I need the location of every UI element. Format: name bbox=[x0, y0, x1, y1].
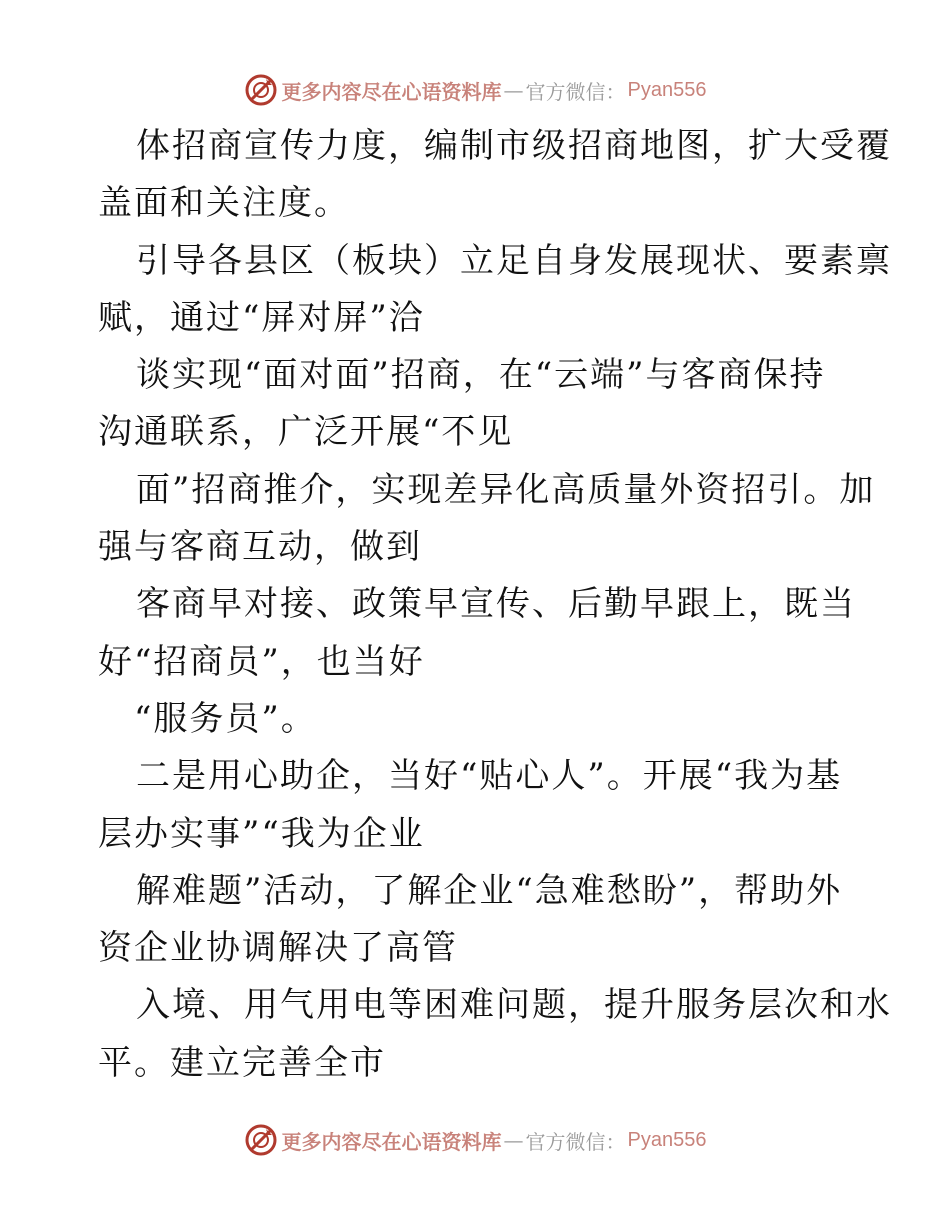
body-line: 解难题”活动，了解企业“急难愁盼”，帮助外 bbox=[136, 870, 843, 911]
body-line: 二是用心助企，当好“贴心人”。开展“我为基 bbox=[136, 756, 843, 797]
body-line: 强与客商互动，做到 bbox=[98, 527, 422, 568]
body-line: 谈实现“面对面”招商，在“云端”与客商保持 bbox=[136, 355, 826, 396]
document-body bbox=[98, 118, 892, 1092]
footer-banner bbox=[0, 1120, 950, 1160]
body-line: 盖面和关注度。 bbox=[98, 183, 350, 224]
brand-logo-icon bbox=[244, 1123, 278, 1157]
footer-banner-id: Pyan556 bbox=[627, 1128, 707, 1151]
footer-banner-main: 更多内容尽在心语资料库 bbox=[281, 1129, 502, 1154]
body-line: 资企业协调解决了高管 bbox=[98, 928, 458, 969]
body-line: “服务员”。 bbox=[134, 698, 317, 739]
body-line: 好“招商员”，也当好 bbox=[98, 641, 425, 682]
body-line: 赋，通过“屏对屏”洽 bbox=[98, 297, 425, 338]
brand-logo-icon bbox=[244, 73, 278, 107]
body-line: 引导各县区（板块）立足自身发展现状、要素禀 bbox=[136, 240, 892, 281]
header-banner bbox=[0, 70, 950, 110]
body-line: 客商早对接、政策早宣传、后勤早跟上，既当 bbox=[136, 584, 856, 625]
footer-banner-separator: — bbox=[503, 1128, 524, 1152]
body-line: 平。建立完善全市 bbox=[98, 1042, 386, 1083]
body-line: 沟通联系，广泛开展“不见 bbox=[98, 412, 514, 453]
body-line: 体招商宣传力度，编制市级招商地图，扩大受覆 bbox=[136, 126, 892, 166]
body-line: 层办实事”“我为企业 bbox=[98, 813, 425, 854]
header-banner-label: 官方微信： bbox=[525, 79, 626, 104]
header-banner-main: 更多内容尽在心语资料库 bbox=[281, 79, 502, 104]
header-banner-separator: — bbox=[503, 78, 524, 102]
body-line: 面”招商推介，实现差异化高质量外资招引。加 bbox=[136, 469, 876, 510]
body-line: 入境、用气用电等困难问题，提升服务层次和水 bbox=[136, 985, 892, 1026]
footer-banner-label: 官方微信： bbox=[525, 1129, 626, 1154]
header-banner-text bbox=[282, 76, 707, 105]
header-banner-id: Pyan556 bbox=[627, 78, 707, 101]
footer-banner-text bbox=[282, 1126, 707, 1155]
